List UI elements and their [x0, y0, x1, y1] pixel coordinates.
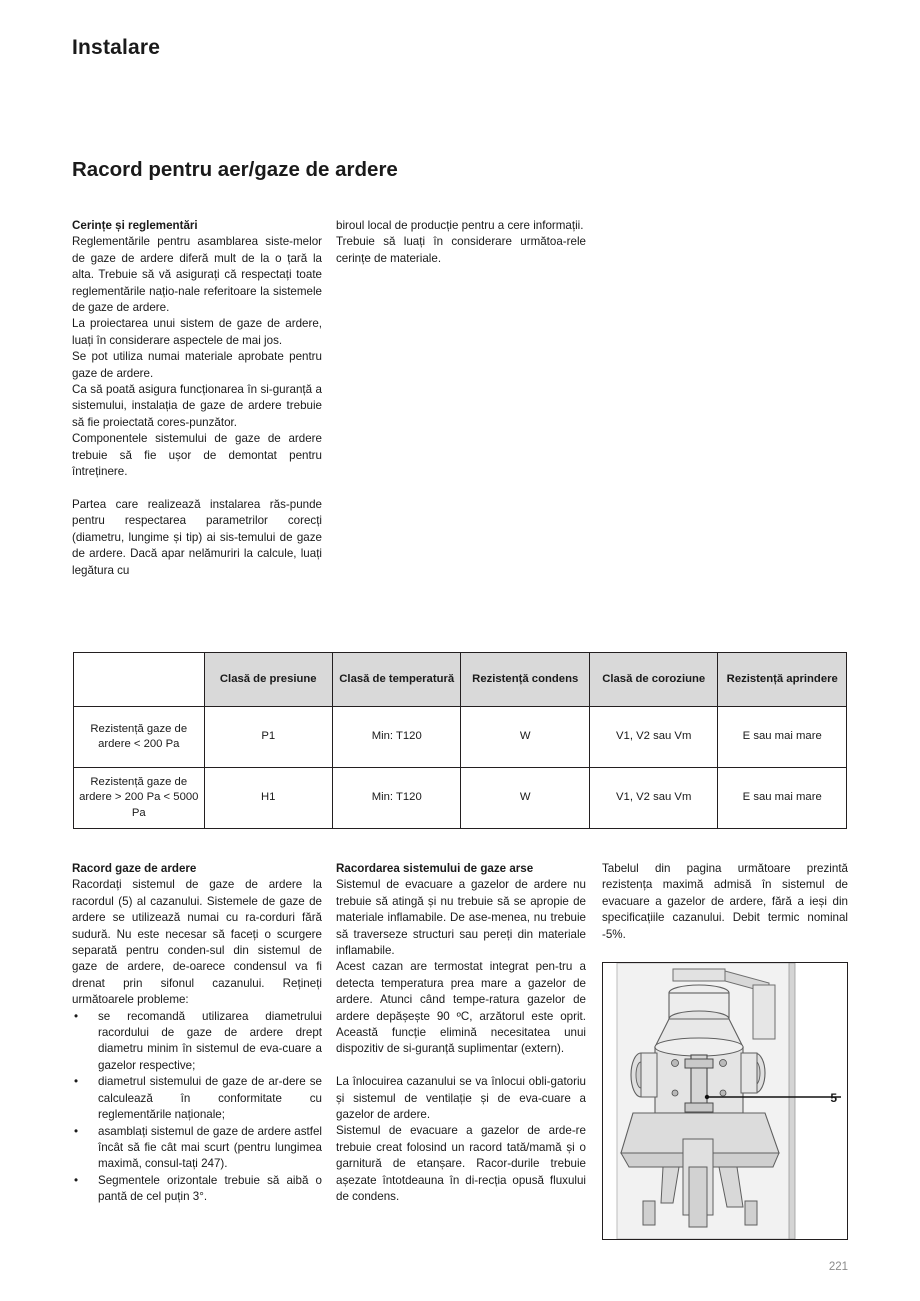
- table-cell: E sau mai mare: [718, 768, 847, 829]
- boiler-figure: [602, 962, 848, 1240]
- page-number: 221: [828, 1261, 848, 1273]
- paragraph: biroul local de producție pentru a cere informații.: [336, 219, 584, 232]
- table-row: [74, 768, 847, 829]
- table-header-cell: Rezistență aprindere: [718, 653, 847, 707]
- figure-callout-5: 5: [830, 1091, 837, 1105]
- chapter-title: Instalare: [72, 36, 161, 59]
- paragraph: Tabelul din pagina următoare prezintă rezistența maximă admisă în sistemul de evacuare a gazelor de ardere, fără a ieși din specificațiile cazanului. Debit termic nominal -5%.: [602, 862, 848, 941]
- paragraph-spacer: [72, 481, 322, 497]
- bullet-marker: •: [74, 1009, 79, 1023]
- table-cell: P1: [204, 707, 332, 768]
- bullet-marker: •: [74, 1075, 79, 1089]
- table-header-cell: [74, 653, 205, 707]
- paragraph: Ca să poată asigura funcționarea în si-guranță a sistemului, instalația de gaze de ardere trebuie să fie proiectată cores-punzător.: [72, 383, 322, 429]
- table-cell: V1, V2 sau Vm: [589, 768, 717, 829]
- bullet-marker: •: [74, 1124, 79, 1138]
- paragraph: Partea care realizează instalarea răs-punde pentru respectarea parametrilor corecți (diametru, lungime și tip) ai sis-temului de gaze de ardere. Dacă apar nelămuriri la calcule, luați legătura cu: [72, 497, 322, 577]
- paragraph: Acest cazan are termostat integrat pen-tru a detecta temperatura prea mare a gazelor de ardere. Atunci când tempe-ratura gazelor de ardere depășește 90 ºC, arzătorul este oprit. Această funcție elimină necesitatea unui dispozitiv de si-guranță suplimentar (extern).: [336, 960, 586, 1056]
- table-row-label: Rezistență gaze de ardere < 200 Pa: [74, 707, 205, 768]
- flue-connection-bullet-list: [72, 1009, 322, 1206]
- paragraph: Racordați sistemul de gaze de ardere la racordul (5) al cazanului. Sistemele de gaze de ardere se utilizează numai cu ra-corduri fără sudură. Nu este necesar să faceți o scurgere separată pentru conden-sul din sistemul de gaze de ardere, de-oarece condensul va fi drenat prin sifonul cazanului. Rețineți următoarele probleme:: [72, 878, 322, 1007]
- paragraph-spacer: [336, 1058, 586, 1074]
- flue-system-heading: Racordarea sistemului de gaze arse: [336, 862, 534, 875]
- requirements-table: [73, 652, 847, 829]
- boiler-illustration: [603, 963, 847, 1239]
- paragraph: Reglementările pentru asamblarea siste-melor de gaze de ardere diferă mult de la o țară la alta. Trebuie să vă asigurați că respectați toate reglementările națio-nale referitoare la sistemele de gaze de ardere.: [72, 235, 322, 315]
- flue-system-column: [336, 861, 586, 1206]
- paragraph: Se pot utiliza numai materiale aprobate pentru gaze de ardere.: [72, 350, 322, 380]
- table-row-label: Rezistență gaze de ardere > 200 Pa < 5000 Pa: [74, 768, 205, 829]
- table-header-row: [74, 653, 847, 707]
- list-item: [72, 1173, 322, 1206]
- list-item-text: diametrul sistemului de gaze de ar-dere se calculează în conformitate cu reglementările naționale;: [98, 1075, 322, 1122]
- paragraph: Sistemul de evacuare a gazelor de ardere nu trebuie să atingă și nu trebuie să se apropie de materiale inflamabile. De ase-menea, nu trebuie să traverseze structuri sau pereți din materiale inflamabile.: [336, 878, 586, 958]
- table-cell: Min: T120: [332, 707, 460, 768]
- resistance-note-column: [602, 861, 848, 943]
- list-item-text: se recomandă utilizarea diametrului racordului de gaze de ardere drept diametru minim în sistemul de eva-cuare a gazelor respective;: [98, 1009, 322, 1072]
- table-cell: H1: [204, 768, 332, 829]
- paragraph: Componentele sistemului de gaze de ardere trebuie să fie ușor de demontat pentru întreținere.: [72, 432, 322, 479]
- paragraph: Trebuie să luați în considerare următoa-rele cerințe de materiale.: [336, 235, 586, 265]
- intro-left-column: [72, 218, 322, 579]
- table-cell: V1, V2 sau Vm: [589, 707, 717, 768]
- bullet-marker: •: [74, 1173, 79, 1187]
- intro-right-column: [336, 218, 586, 267]
- flue-connection-column: [72, 861, 322, 1206]
- list-item: [72, 1124, 322, 1173]
- paragraph: Sistemul de evacuare a gazelor de arde-re trebuie creat folosind un racord tată/mamă și o garnitură de etanșare. Racor-durile trebuie așezate întotdeauna în di-recția opusă fluxului de condens.: [336, 1124, 586, 1204]
- table-header-cell: Clasă de presiune: [204, 653, 332, 707]
- section-title: Racord pentru aer/gaze de ardere: [72, 158, 398, 181]
- table-cell: Min: T120: [332, 768, 460, 829]
- list-item-text: asamblați sistemul de gaze de ardere astfel încât să fie cât mai scurt (pentru lungimea maximă, consul-tați 247).: [98, 1124, 322, 1171]
- paragraph: La proiectarea unui sistem de gaze de ardere, luați în considerare aspectele de mai jos.: [72, 317, 322, 347]
- table-header-cell: Clasă de coroziune: [589, 653, 717, 707]
- table-cell: W: [461, 707, 589, 768]
- paragraph: La înlocuirea cazanului se va înlocui obli-gatoriu și sistemul de ventilație și de eva-cuare a gazelor de ardere.: [336, 1075, 586, 1122]
- list-item: [72, 1009, 322, 1075]
- table-cell: E sau mai mare: [718, 707, 847, 768]
- table-cell: W: [461, 768, 589, 829]
- list-item: [72, 1074, 322, 1123]
- table-header-cell: Clasă de temperatură: [332, 653, 460, 707]
- requirements-heading: Cerințe și reglementări: [72, 219, 198, 232]
- table-header-cell: Rezistență condens: [461, 653, 589, 707]
- table-row: [74, 707, 847, 768]
- list-item-text: Segmentele orizontale trebuie să aibă o pantă de cel puțin 3°.: [98, 1173, 322, 1204]
- flue-connection-heading: Racord gaze de ardere: [72, 862, 197, 875]
